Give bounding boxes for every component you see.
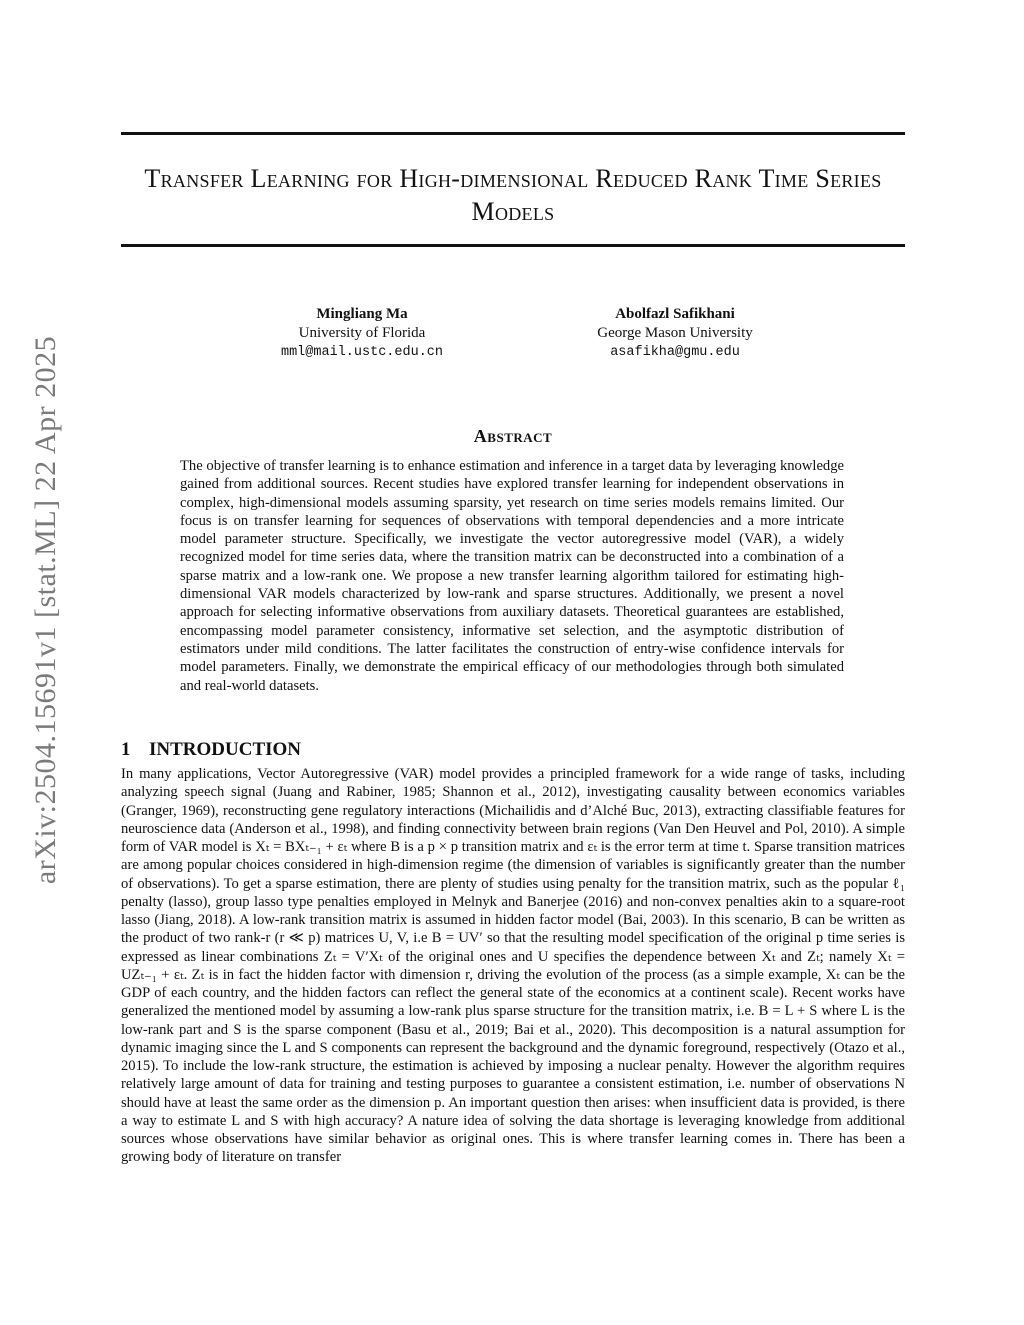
author-affiliation: George Mason University [597,325,753,341]
author-block [202,305,522,362]
abstract-text: The objective of transfer learning is to enhance estimation and inference in a target data by leveraging knowledge gained from additional sources. Recent studies have explored transfer learning for independent observations in complex, high-dimensional models assuming sparsity, yet research on time series models remains limited. Our focus is on transfer learning for sequences of observations with temporal dependencies and a more intricate model parameter structure. Specifically, we investigate the vector autoregressive model (VAR), a widely recognized model for time series data, where the transition matrix can be deconstructed into a combination of a sparse matrix and a low-rank one. We propose a new transfer learning algorithm tailored for estimating high-dimensional VAR models characterized by low-rank and sparse structures. Additionally, we present a novel approach for selecting informative observations from auxiliary datasets. Theoretical guarantees are established, encompassing model parameter consistency, informative set selection, and the asymptotic distribution of estimators under mild conditions. The latter facilitates the construction of entry-wise confidence intervals for model parameters. Finally, we demonstrate the empirical efficacy of our methodologies through both simulated and real-world datasets. [180,458,844,694]
paper-title: Transfer Learning for High-dimensional Reduced Rank Time Series Models [144,164,882,226]
author-block [515,305,835,362]
author-email: mml@mail.ustc.edu.cn [280,345,444,360]
title-top-rule [121,132,905,135]
author-email: asafikha@gmu.edu [610,345,740,360]
author-name: Mingliang Ma [316,306,408,322]
author-affiliation: University of Florida [298,325,426,341]
title-bottom-rule [121,244,905,247]
abstract-heading: Abstract [473,426,553,446]
arxiv-identifier: arXiv:2504.15691v1 [stat.ML] 22 Apr 2025 [29,335,62,885]
introduction-text: In many applications, Vector Autoregressive (VAR) model provides a principled framework for a wide range of tasks, including analyzing speech signal (Juang and Rabiner, 1985; Shannon et al., 2012), investigating causality between economics variables (Granger, 1969), reconstructing gene regulatory interactions (Michailidis and d’Alché Buc, 2013), extracting classifiable features for neuroscience data (Anderson et al., 1998), and finding connectivity between brain regions (Van Den Heuvel and Pol, 2010). A simple form of VAR model is Xₜ = BXₜ₋₁ + εₜ where B is a p × p transition matrix and εₜ is the error term at time t. Sparse transition matrices are among popular choices considered in high-dimension regime (the dimension of variables is significantly greater than the number of observations). To get a sparse estimation, there are plenty of studies using penalty for the transition matrix, such as the popular ℓ₁ penalty (lasso), group lasso type penalties employed in Melnyk and Banerjee (2016) and non-convex penalties akin to a square-root lasso (Jiang, 2018). A low-rank transition matrix is assumed in hidden factor model (Bai, 2003). In this scenario, B can be written as the product of two rank-r (r ≪ p) matrices U, V, i.e B = UV′ so that the resulting model specification of the original p time series is expressed as linear combinations Zₜ = V′Xₜ of the original ones and U specifies the dependence between Xₜ and Zₜ; namely Xₜ = UZₜ₋₁ + εₜ. Zₜ is in fact the hidden factor with dimension r, driving the evolution of the process (as a simple example, Xₜ can be the GDP of each country, and the hidden factors can reflect the general state of the economics at a continent scale). Recent works have generalized the mentioned model by assuming a low-rank plus sparse structure for the transition matrix, i.e. B = L + S where L is the low-rank part and S is the sparse component (Basu et al., 2019; Bai et al., 2020). This decomposition is a natural assumption for dynamic imaging since the L and S components can represent the background and the dynamic foreground, respectively (Otazo et al., 2015). To include the low-rank structure, the estimation is achieved by imposing a nuclear penalty. However the algorithm requires relatively large amount of data for training and testing purposes to guarantee a consistent estimation, i.e. number of observations N should have at least the same order as the dimension p. An important question then arises: when insufficient data is provided, is there a way to estimate L and S with high accuracy? A nature idea of solving the data shortage is leveraging knowledge from additional sources whose observations have similar behavior as original ones. This is where transfer learning comes in. There has been a growing body of literature on transfer [121,766,905,1166]
section-heading [121,739,301,761]
section-title: INTRODUCTION [149,739,302,760]
author-name: Abolfazl Safikhani [615,306,735,322]
section-number: 1 [121,739,131,760]
